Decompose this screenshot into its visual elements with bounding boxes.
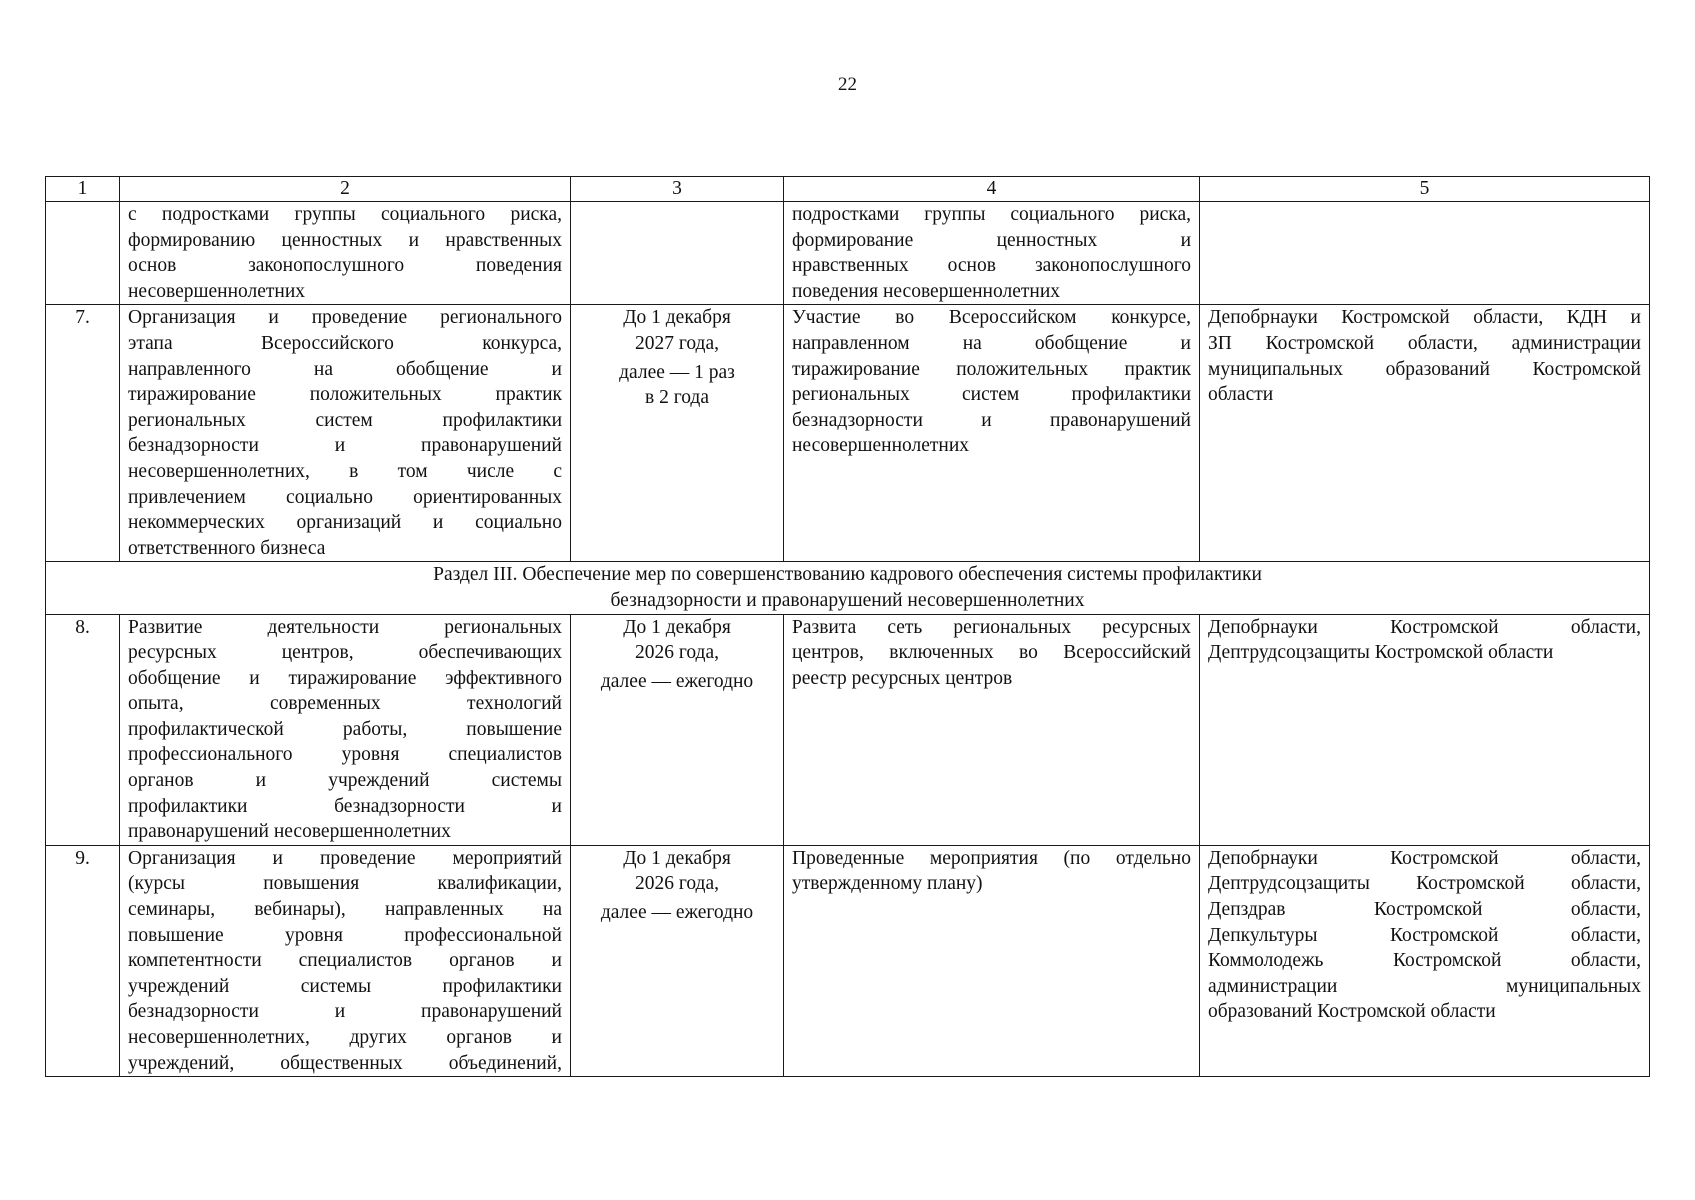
- activity-line: региональных систем профилактики: [128, 409, 562, 431]
- responsible-cell: [1200, 845, 1650, 1076]
- column-header-number: 1: [46, 177, 120, 202]
- responsible-line: области: [1208, 384, 1274, 406]
- activity-line: повышение уровня профессиональной: [128, 924, 562, 946]
- activity-line: с подростками группы социального риска,: [128, 204, 562, 225]
- responsible-line: Дептрудсоцзащиты Костромской области,: [1208, 873, 1641, 895]
- activity-line: некоммерческих организаций и социально: [128, 512, 562, 534]
- activity-line: Организация и проведение мероприятий: [128, 847, 562, 869]
- activity-line: обобщение и тиражирование эффективного: [128, 667, 562, 689]
- deadline-line: До 1 декабря: [623, 616, 731, 638]
- responsible-line: администрации муниципальных: [1208, 975, 1641, 997]
- column-header-result: 4: [784, 177, 1200, 202]
- result-cell: [784, 845, 1200, 1076]
- activity-cell: [120, 305, 571, 562]
- result-line: несовершеннолетних: [792, 435, 970, 457]
- activity-line: учреждений, общественных объединений,: [128, 1052, 562, 1074]
- activity-line: профилактики безнадзорности и: [128, 795, 562, 817]
- activity-line: ресурсных центров, обеспечивающих: [128, 642, 562, 664]
- activity-line: этапа Всероссийского конкурса,: [128, 332, 562, 354]
- activity-line: тиражирование положительных практик: [128, 384, 562, 406]
- activity-line: формированию ценностных и нравственных: [128, 229, 562, 251]
- deadline-line: 2026 года,: [634, 873, 720, 895]
- result-line: региональных систем профилактики: [792, 384, 1191, 406]
- activity-line: безнадзорности и правонарушений: [128, 1001, 562, 1023]
- activity-line: профессионального уровня специалистов: [128, 744, 562, 766]
- responsible-line: Депобрнауки Костромской области, КДН и: [1208, 307, 1641, 329]
- deadline-cell: [571, 202, 784, 305]
- deadline-line: далее — ежегодно: [600, 670, 754, 692]
- section-title-line: безнадзорности и правонарушений несовершеннолетних: [610, 589, 1085, 611]
- activity-cell: [120, 202, 571, 305]
- header-row: [46, 177, 1650, 202]
- column-header-deadline: 3: [571, 177, 784, 202]
- result-line: Участие во Всероссийском конкурсе,: [792, 307, 1191, 329]
- activity-line: профилактической работы, повышение: [128, 718, 562, 740]
- activity-line: несовершеннолетних, других органов и: [128, 1027, 562, 1048]
- row-number-cell: 7.: [46, 305, 120, 562]
- deadline-line: 2027 года,: [634, 332, 720, 354]
- responsible-line: Депкультуры Костромской области,: [1208, 924, 1641, 946]
- responsible-line: образований Костромской области: [1208, 1001, 1496, 1023]
- result-cell: [784, 614, 1200, 845]
- table-header: [46, 177, 1650, 202]
- activity-line: привлечением социально ориентированных: [128, 486, 562, 508]
- row-number-cell: 8.: [46, 614, 120, 845]
- table-row: [46, 614, 1650, 845]
- activity-line: направленного на обобщение и: [128, 358, 562, 380]
- activity-cell: [120, 614, 571, 845]
- responsible-line: Коммолодежь Костромской области,: [1208, 950, 1641, 972]
- table-row: [46, 305, 1650, 562]
- result-cell: [784, 202, 1200, 305]
- responsible-line: Депздрав Костромской области,: [1208, 899, 1641, 921]
- section-title: [46, 562, 1650, 614]
- deadline-cell: [571, 845, 784, 1076]
- result-line: направленном на обобщение и: [792, 332, 1191, 354]
- responsible-line: муниципальных образований Костромской: [1208, 358, 1641, 380]
- table-row: [46, 845, 1650, 1076]
- result-cell: [784, 305, 1200, 562]
- deadline-line: далее — ежегодно: [600, 902, 754, 924]
- result-line: Проведенные мероприятия (по отдельно: [792, 847, 1191, 869]
- activity-line: Организация и проведение регионального: [128, 307, 562, 329]
- activity-line: опыта, современных технологий: [128, 693, 562, 715]
- activity-line: несовершеннолетних: [128, 280, 306, 302]
- action-plan-table: [45, 176, 1650, 1077]
- activity-line: семинары, вебинары), направленных на: [128, 899, 562, 921]
- result-line: формирование ценностных и: [792, 229, 1191, 251]
- table-row: [46, 202, 1650, 305]
- deadline-cell: [571, 305, 784, 562]
- activity-line: правонарушений несовершеннолетних: [128, 821, 451, 843]
- activity-line: учреждений системы профилактики: [128, 975, 562, 997]
- responsible-line: ЗП Костромской области, администрации: [1208, 332, 1641, 354]
- activity-cell: [120, 845, 571, 1076]
- result-line: тиражирование положительных практик: [792, 358, 1191, 380]
- responsible-cell: [1200, 202, 1650, 305]
- row-number-cell: [46, 202, 120, 305]
- section-title-line: Раздел III. Обеспечение мер по совершенствованию кадрового обеспечения системы профилактики: [433, 564, 1262, 586]
- result-line: нравственных основ законопослушного: [792, 255, 1191, 277]
- result-line: утвержденному плану): [792, 873, 983, 895]
- responsible-line: Дептрудсоцзащиты Костромской области: [1208, 642, 1554, 664]
- responsible-line: Депобрнауки Костромской области,: [1208, 847, 1641, 869]
- activity-line: основ законопослушного поведения: [128, 255, 562, 277]
- result-line: безнадзорности и правонарушений: [792, 409, 1191, 431]
- activity-line: несовершеннолетних, в том числе с: [128, 460, 562, 482]
- responsible-line: Депобрнауки Костромской области,: [1208, 616, 1641, 638]
- result-line: Развита сеть региональных ресурсных: [792, 616, 1191, 638]
- column-header-activity: 2: [120, 177, 571, 202]
- deadline-line: далее — 1 раз: [619, 361, 735, 383]
- deadline-cell: [571, 614, 784, 845]
- page-number: 22: [838, 74, 857, 95]
- row-number-cell: 9.: [46, 845, 120, 1076]
- deadline-line: До 1 декабря: [623, 307, 731, 329]
- activity-line: органов и учреждений системы: [128, 770, 562, 792]
- column-header-responsible: 5: [1200, 177, 1650, 202]
- activity-line: компетентности специалистов органов и: [128, 950, 562, 972]
- deadline-line: в 2 года: [645, 387, 709, 409]
- deadline-line: До 1 декабря: [623, 847, 731, 869]
- activity-line: (курсы повышения квалификации,: [128, 873, 562, 895]
- activity-line: ответственного бизнеса: [128, 537, 326, 559]
- deadline-line: 2026 года,: [634, 642, 720, 664]
- result-line: подростками группы социального риска,: [792, 204, 1191, 225]
- responsible-cell: [1200, 614, 1650, 845]
- section-row: [46, 562, 1650, 614]
- activity-line: безнадзорности и правонарушений: [128, 435, 562, 457]
- responsible-cell: [1200, 305, 1650, 562]
- activity-line: Развитие деятельности региональных: [128, 616, 562, 638]
- table-body: [46, 202, 1650, 1077]
- result-line: поведения несовершеннолетних: [792, 280, 1061, 302]
- result-line: центров, включенных во Всероссийский: [792, 642, 1191, 664]
- result-line: реестр ресурсных центров: [792, 667, 1013, 689]
